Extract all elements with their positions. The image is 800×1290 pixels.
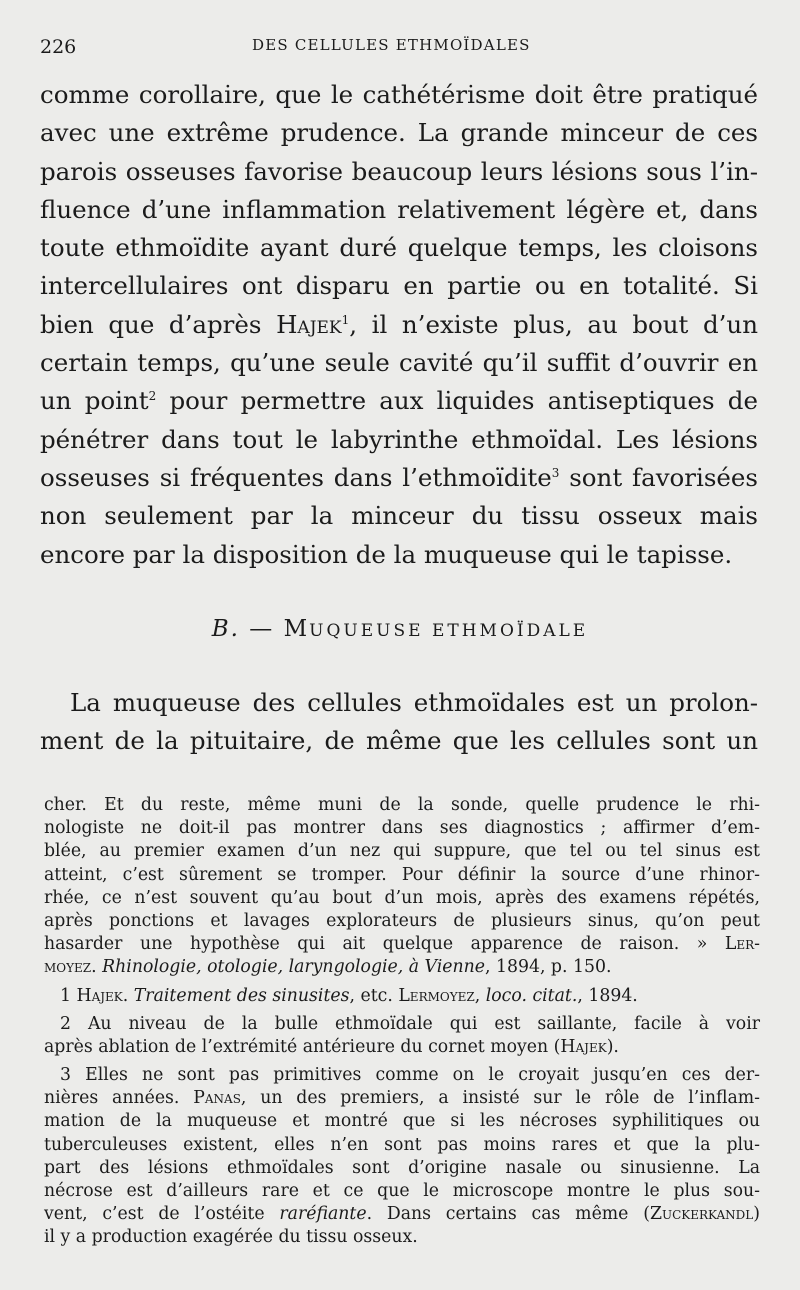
- section-title-cap: M: [283, 616, 310, 642]
- footnote-2: 2 Au niveau de la bulle ethmoïdale qui est saillante, facile à voir: [60, 1013, 760, 1034]
- footnote-line: [44, 1203, 760, 1226]
- section-title-rest: ETHMOÏDALE: [423, 621, 589, 641]
- text-segment: , 1894.: [577, 985, 638, 1006]
- page-number: 226: [40, 36, 77, 58]
- author-name: Lermoyez: [398, 985, 475, 1006]
- text-segment: , il n’existe plus, au bout d’un: [349, 309, 758, 339]
- author-name: Zuckerkandl: [649, 1204, 754, 1225]
- text-line: intercellulaires ont disparu en partie ou en totalité. Si: [40, 271, 758, 301]
- author-name: Ler-: [724, 934, 760, 955]
- text-line: [40, 459, 758, 497]
- text-line: [40, 382, 758, 420]
- author-name: Hajek: [276, 309, 342, 339]
- text-line: pénétrer dans tout le labyrinthe ethmoïdal. Les lésions: [40, 424, 758, 454]
- page-header: [40, 36, 760, 66]
- section-dash: —: [239, 616, 284, 642]
- footnote-line: blée, au premier examen d’un nez qui suppure, que tel ou tel sinus est: [44, 841, 760, 862]
- footnote-line: atteint, c’est sûrement se tromper. Pour définir la source d’une rhinor-: [44, 864, 760, 885]
- text-line: avec une extrême prudence. La grande minceur de ces: [40, 118, 758, 148]
- footnotes: [44, 794, 760, 1250]
- footnote-ref: 2: [148, 389, 157, 404]
- text-segment: sont favorisées: [559, 462, 759, 492]
- footnote-line: rhée, ce n’est souvent qu’au bout d’un mois, après des examens répétés,: [44, 887, 760, 908]
- footnote-line: [44, 1087, 760, 1110]
- footnote-line: nologiste ne doit-il pas montrer dans ses diagnostics ; affirmer d’em-: [44, 818, 760, 839]
- text-segment: hasarder une hypothèse qui ait quelque apparence de raison. »: [44, 934, 725, 955]
- text-segment: après ablation de l’extrémité antérieure du cornet moyen (: [44, 1036, 561, 1057]
- citation-title: loco. citat.: [485, 985, 578, 1006]
- footnote-line: après ponctions et lavages explorateurs de plusieurs sinus, qu’on peut: [44, 910, 760, 931]
- text-line: toute ethmoïdite ayant duré quelque temps, les cloisons: [40, 233, 758, 263]
- text-segment: ,: [474, 985, 486, 1006]
- text-segment: osseuses si fréquentes dans l’ethmoïdite: [40, 462, 552, 492]
- footnote-line: tuberculeuses existent, elles n’en sont pas moins rares et que la plu-: [44, 1134, 760, 1155]
- text-segment: nières années.: [44, 1088, 194, 1109]
- text-line: parois osseuses favorise beaucoup leurs lésions sous l’in-: [40, 156, 758, 186]
- text-segment: ): [753, 1204, 760, 1225]
- section-title-rest: UQUEUSE: [309, 621, 424, 641]
- text-line: La muqueuse des cellules ethmoïdales est un prolon-: [70, 688, 758, 717]
- emphasis: raréfiante: [279, 1204, 367, 1225]
- author-name: moyez: [44, 957, 92, 978]
- footnote-line: mation de la muqueuse et montré que si les nécroses syphilitiques ou: [44, 1111, 760, 1132]
- section-letter: B.: [211, 616, 240, 642]
- footnote-ref: 3: [551, 465, 560, 480]
- text-segment: vent, c’est de l’ostéite: [44, 1204, 280, 1225]
- text-segment: .: [91, 957, 103, 978]
- footnote-1: [44, 985, 760, 1008]
- text-segment: , un des premiers, a insisté sur le rôle de l’inflam-: [240, 1088, 761, 1109]
- section-heading: [0, 616, 800, 642]
- text-line: ment de la pituitaire, de même que les cellules sont un: [40, 726, 758, 756]
- footnote-line: nécrose est d’ailleurs rare et ce que le microscope montre le plus sou-: [44, 1181, 760, 1201]
- citation-title: Traitement des sinusites: [133, 985, 350, 1006]
- author-name: Hajek: [76, 985, 123, 1006]
- text-line: [40, 306, 758, 344]
- footnote-line: [44, 933, 760, 956]
- text-segment: bien que d’après: [40, 309, 262, 339]
- text-line: certain temps, qu’une seule cavité qu’il suffit d’ouvrir en: [40, 348, 758, 378]
- footnote-ref: 1: [341, 312, 350, 327]
- text-line: non seulement par la minceur du tissu osseux mais: [40, 501, 758, 531]
- footnote-line: il y a production exagérée du tissu osseux.: [44, 1227, 418, 1248]
- text-segment: . Dans certains cas même (: [366, 1204, 650, 1225]
- footnote-3: 3 Elles ne sont pas primitives comme on le croyait jusqu’en ces der-: [60, 1065, 760, 1086]
- text-segment: ).: [606, 1036, 619, 1057]
- text-segment: un point: [40, 386, 149, 416]
- citation-title: Rhinologie, otologie, laryngologie, à Vienne: [102, 957, 485, 978]
- footnote-line: [44, 1036, 760, 1059]
- text-segment: , 1894, p. 150.: [484, 957, 612, 978]
- section-paragraph: [40, 684, 758, 761]
- text-segment: .: [122, 985, 134, 1006]
- footnote-line: cher. Et du reste, même muni de la sonde, quelle prudence le rhi-: [44, 795, 760, 815]
- text-line: encore par la disposition de la muqueuse qui le tapisse.: [40, 539, 733, 569]
- main-paragraph: [40, 76, 758, 574]
- author-name: Hajek: [560, 1036, 607, 1057]
- author-name: Panas: [193, 1088, 241, 1109]
- footnote-line: [44, 956, 760, 979]
- text-segment: , etc.: [349, 985, 399, 1006]
- text-line: comme corollaire, que le cathétérisme doit être pratiqué: [40, 80, 758, 109]
- footnote-number: 1: [60, 985, 77, 1006]
- running-head: DES CELLULES ETHMOÏDALES: [252, 36, 531, 54]
- text-line: fluence d’une inflammation relativement légère et, dans: [40, 194, 758, 224]
- footnote-line: part des lésions ethmoïdales sont d’origine nasale ou sinusienne. La: [44, 1157, 760, 1178]
- text-segment: pour permettre aux liquides antiseptiques de: [156, 386, 758, 416]
